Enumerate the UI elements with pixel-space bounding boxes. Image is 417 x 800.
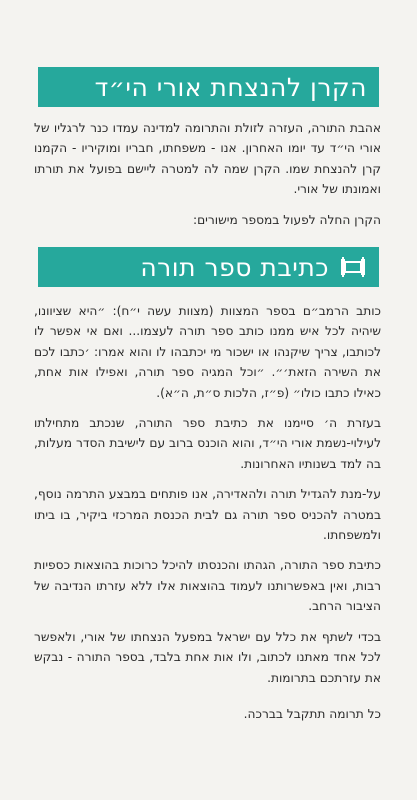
torah-paragraph: כותב הרמב״ם בספר המצוות (מצוות עשה י״ח): ״היא שציוונו, שיהיה לכל איש ממנו כותב ספר תורה לעצמו... ואם אי אפשר לו לכותבו, צריך שיקנהו או ישכור מי יכתבהו לו והוא אמרו: ׳כתבו לכם את השירה הזאת׳״. ״וכל המגיה ספר תורה, ואפילו אות אחת, כאילו כתבו כולו״ (פ״ז, הלכות ס״ת, ה״א). — [34, 304, 381, 400]
torah-scroll-icon — [339, 256, 367, 278]
torah-writing-title: כתיבת ספר תורה — [140, 252, 329, 282]
closing-line: כל תרומה תתקבל בברכה. — [243, 706, 381, 721]
torah-paragraph: על-מנת להגדיל תורה ולהאדירה, אנו פותחים במבצע התרמה נוסף, במטרה להכניס ספר תורה גם לבית הכנסת המרכזי ביקיר, בו ביתו ולמשפחתו. — [34, 487, 381, 543]
torah-paragraph: בעזרת ה׳ סיימנו את כתיבת ספר התורה, שנכתב מתחילתו לעילוי-נשמת אורי הי״ד, והוא הוכנס ברוב עם לישיבת הסדר מעלות, בה למד בשנותיו האחרונות. — [34, 416, 381, 471]
fund-paragraph: אהבת התורה, העזרה לזולת והתרומה למדינה עמדו כנר לרגליו של אורי הי״ד עד יומו האחרון. אנו - משפחתו, חבריו ומוקיריו - הקמנו קרן להנצחת שמו. הקרן שמה לה למטרה ליישם בפועל את תורתו ואמונתו של אורי. — [34, 121, 381, 197]
fund-title: הקרן להנצחת אורי הי״ד — [94, 72, 367, 102]
fund-paragraph: הקרן החלה לפעול במספר מישורים: — [192, 212, 381, 227]
torah-writing-text — [34, 301, 381, 734]
torah-paragraph: כתיבת ספר התורה, הגהתו והכנסתו להיכל כרוכות בהוצאות כספיות רבות, ואין באפשרותנו לעמוד בהוצאות אלו ללא עזרתו הנדיבה של הציבור הרחב. — [34, 558, 381, 614]
torah-writing-banner — [38, 247, 379, 287]
torah-paragraph: בכדי לשתף את כלל עם ישראל במפעל הנצחתו של אורי, ולאפשר לכל אחד מאתנו לכתוב, ולו אות אחת בלבד, בספר התורה - נבקש את עזרתכם בתרומות. — [34, 629, 381, 685]
fund-intro — [34, 118, 381, 240]
fund-banner — [38, 67, 379, 107]
